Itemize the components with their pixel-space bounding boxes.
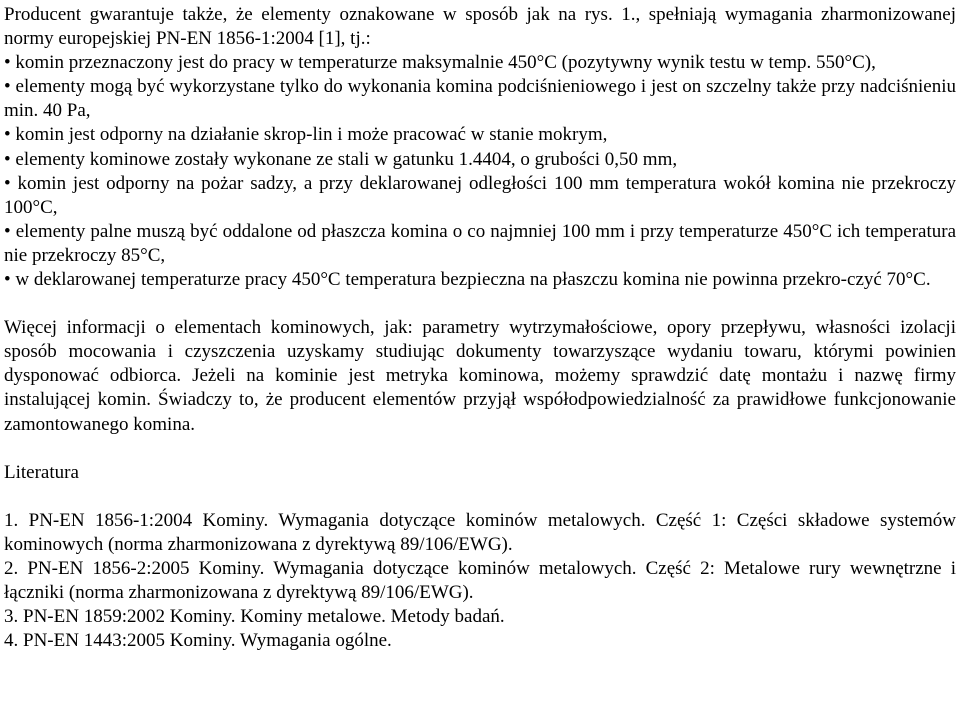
reference-item: 3. PN-EN 1859:2002 Kominy. Kominy metalowe. Metody badań. [4, 606, 505, 628]
requirement-item: • elementy palne muszą być oddalone od płaszcza komina o co najmniej 100 mm i przy temperaturze 450°C ich temperatura nie przekroczy 85°C, [4, 220, 956, 268]
paragraph-spacer [4, 437, 956, 461]
requirement-item: • w deklarowanej temperaturze pracy 450°C temperatura bezpieczna na płaszczu komina nie powinna przekro-czyć 70°C. [4, 268, 956, 292]
reference-item: 2. PN-EN 1856-2:2005 Kominy. Wymagania dotyczące kominów metalowych. Część 2: Metalowe rury wewnętrzne i łączniki (norma zharmonizowana z dyrektywą 89/106/EWG). [4, 557, 956, 603]
requirement-item: • elementy kominowe zostały wykonane ze stali w gatunku 1.4404, o grubości 0,50 mm, [4, 148, 956, 172]
literature-heading: Literatura [4, 461, 79, 483]
more-info-paragraph: Więcej informacji o elementach kominowych, jak: parametry wytrzymałościowe, opory przepływu, własności izolacji sposób mocowania i czyszczenia uzyskamy studiując dokumenty towarzyszące wydaniu towaru, którymi powinien dysponować odbiorca. Jeżeli na kominie jest metryka kominowa, możemy sprawdzić datę montażu i nazwę firmy instalującej komin. Świadczy to, że producent elementów przyjął współodpowiedzialność za prawidłowe funkcjonowanie zamontowanego komina. [4, 317, 956, 435]
references-list [4, 509, 956, 654]
intro-paragraph: Producent gwarantuje także, że elementy oznakowane w sposób jak na rys. 1., spełniają wymagania zharmonizowanej normy europejskiej PN-EN 1856-1:2004 [1], tj.: [4, 4, 956, 50]
requirement-item: • komin jest odporny na działanie skrop-lin i może pracować w stanie mokrym, [4, 123, 956, 147]
reference-item: 1. PN-EN 1856-1:2004 Kominy. Wymagania dotyczące kominów metalowych. Część 1: Części składowe systemów kominowych (norma zharmonizowana z dyrektywą 89/106/EWG). [4, 509, 956, 555]
requirement-item: • komin przeznaczony jest do pracy w temperaturze maksymalnie 450°C (pozytywny wynik testu w temp. 550°C), [4, 51, 956, 75]
paragraph-spacer [4, 292, 956, 316]
requirement-item: • elementy mogą być wykorzystane tylko do wykonania komina podciśnieniowego i jest on szczelny także przy nadciśnieniu min. 40 Pa, [4, 75, 956, 123]
reference-item: 4. PN-EN 1443:2005 Kominy. Wymagania ogólne. [4, 630, 392, 652]
requirements-list [4, 51, 956, 292]
paragraph-spacer [4, 485, 956, 509]
requirement-item: • komin jest odporny na pożar sadzy, a przy deklarowanej odległości 100 mm temperatura wokół komina nie przekroczy 100°C, [4, 172, 956, 220]
